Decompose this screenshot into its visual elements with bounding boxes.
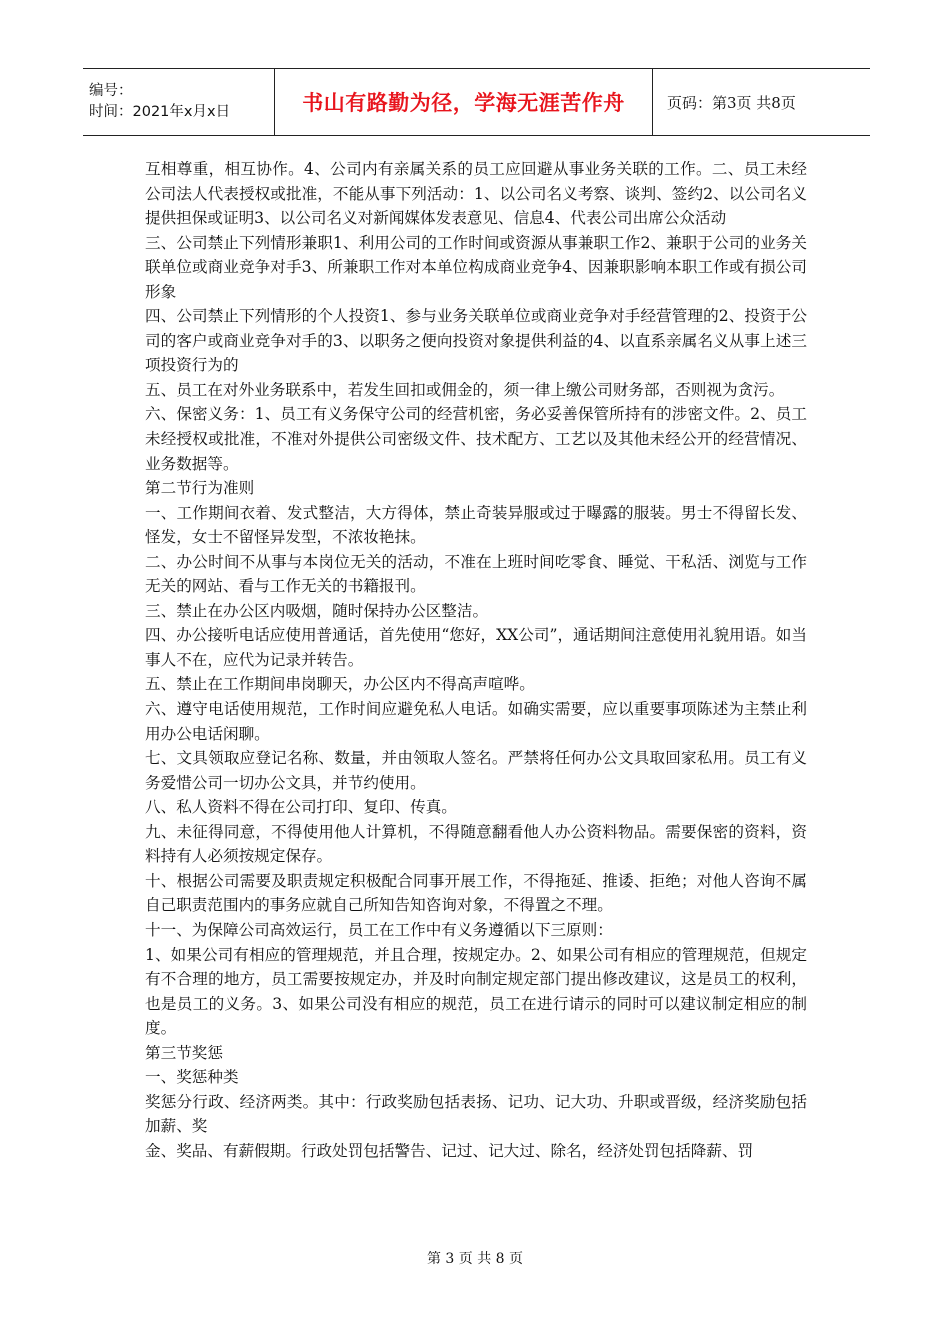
paragraph: 奖惩分行政、经济两类。其中：行政奖励包括表扬、记功、记大功、升职或晋级，经济奖励包括加薪、奖	[145, 1092, 807, 1136]
paragraph: 九、未征得同意，不得使用他人计算机，不得随意翻看他人办公资料物品。需要保密的资料，资料持有人必须按规定保存。	[145, 822, 807, 866]
paragraph: 一、工作期间衣着、发式整洁，大方得体，禁止奇装异服或过于曝露的服装。男士不得留长发、怪发，女士不留怪异发型，不浓妆艳抹。	[145, 503, 807, 547]
page-footer	[0, 1248, 950, 1268]
motto-text: 书山有路勤为径，学海无涯苦作舟	[302, 91, 625, 115]
page-header	[83, 68, 870, 136]
header-meta	[83, 69, 275, 135]
paragraph: 六、遵守电话使用规范，工作时间应避免私人电话。如确实需要，应以重要事项陈述为主禁止利用办公电话闲聊。	[145, 700, 807, 743]
paragraph: 五、员工在对外业务联系中，若发生回扣或佣金的，须一律上缴公司财务部，否则视为贪污。	[145, 380, 785, 399]
footer-page-number: 第 3 页 共 8 页	[426, 1251, 524, 1267]
paragraph: 互相尊重，相互协作。4、公司内有亲属关系的员工应回避从事业务关联的工作。二、员工未经公司法人代表授权或批准，不能从事下列活动：1、以公司名义考察、谈判、签约2、以公司名义提供担保或证明3、以公司名义对新闻媒体发表意见、信息4、代表公司出席公众活动	[145, 160, 807, 228]
paragraph: 三、公司禁止下列情形兼职1、利用公司的工作时间或资源从事兼职工作2、兼职于公司的业务关联单位或商业竞争对手3、所兼职工作对本单位构成商业竞争4、因兼职影响本职工作或有损公司形象	[145, 233, 807, 301]
paragraph: 金、奖品、有薪假期。行政处罚包括警告、记过、记大过、除名，经济处罚包括降薪、罚	[145, 1141, 754, 1160]
paragraph: 七、文具领取应登记名称、数量，并由领取人签名。严禁将任何办公文具取回家私用。员工有义务爱惜公司一切办公文具，并节约使用。	[145, 749, 807, 792]
paragraph: 1、如果公司有相应的管理规范，并且合理，按规定办。2、如果公司有相应的管理规范，但规定有不合理的地方，员工需要按规定办，并及时向制定规定部门提出修改建议，这是员工的权利，也是员工的义务。3、如果公司没有相应的规范，员工在进行请示的同时可以建议制定相应的制度。	[145, 945, 807, 1038]
page-info-text: 页码：第3页 共8页	[667, 93, 796, 112]
paragraph: 六、保密义务：1、员工有义务保守公司的经营机密，务必妥善保管所持有的涉密文件。2、员工未经授权或批准，不准对外提供公司密级文件、技术配方、工艺以及其他未经公开的经营情况、业务数据等。	[145, 405, 807, 473]
subsection-heading: 一、奖惩种类	[145, 1068, 239, 1087]
paragraph: 四、公司禁止下列情形的个人投资1、参与业务关联单位或商业竞争对手经营管理的2、投资于公司的客户或商业竞争对手的3、以职务之便向投资对象提供利益的4、以直系亲属名义从事上述三项投资行为的	[145, 307, 807, 375]
document-body	[145, 157, 807, 1163]
section-heading: 第二节行为准则	[145, 479, 255, 498]
document-number-label: 编号：	[89, 83, 133, 99]
paragraph: 八、私人资料不得在公司打印、复印、传真。	[145, 798, 457, 817]
paragraph: 二、办公时间不从事与本岗位无关的活动，不准在上班时间吃零食、睡觉、干私活、浏览与工作无关的网站、看与工作无关的书籍报刊。	[145, 552, 807, 596]
header-motto	[275, 69, 653, 135]
paragraph: 十、根据公司需要及职责规定积极配合同事开展工作，不得拖延、推诿、拒绝；对他人咨询不属自己职责范围内的事务应就自己所知告知咨询对象，不得置之不理。	[145, 871, 807, 915]
paragraph: 十一、为保障公司高效运行，员工在工作中有义务遵循以下三原则：	[145, 920, 613, 939]
section-heading: 第三节奖惩	[145, 1043, 223, 1062]
header-page-info	[653, 69, 870, 135]
document-date: 时间：2021年x月x日	[89, 104, 231, 120]
paragraph: 四、办公接听电话应使用普通话，首先使用“您好，XX公司”，通话期间注意使用礼貌用语。如当事人不在，应代为记录并转告。	[145, 626, 807, 669]
paragraph: 三、禁止在办公区内吸烟，随时保持办公区整洁。	[145, 601, 489, 620]
paragraph: 五、禁止在工作期间串岗聊天，办公区内不得高声喧哗。	[145, 675, 535, 694]
